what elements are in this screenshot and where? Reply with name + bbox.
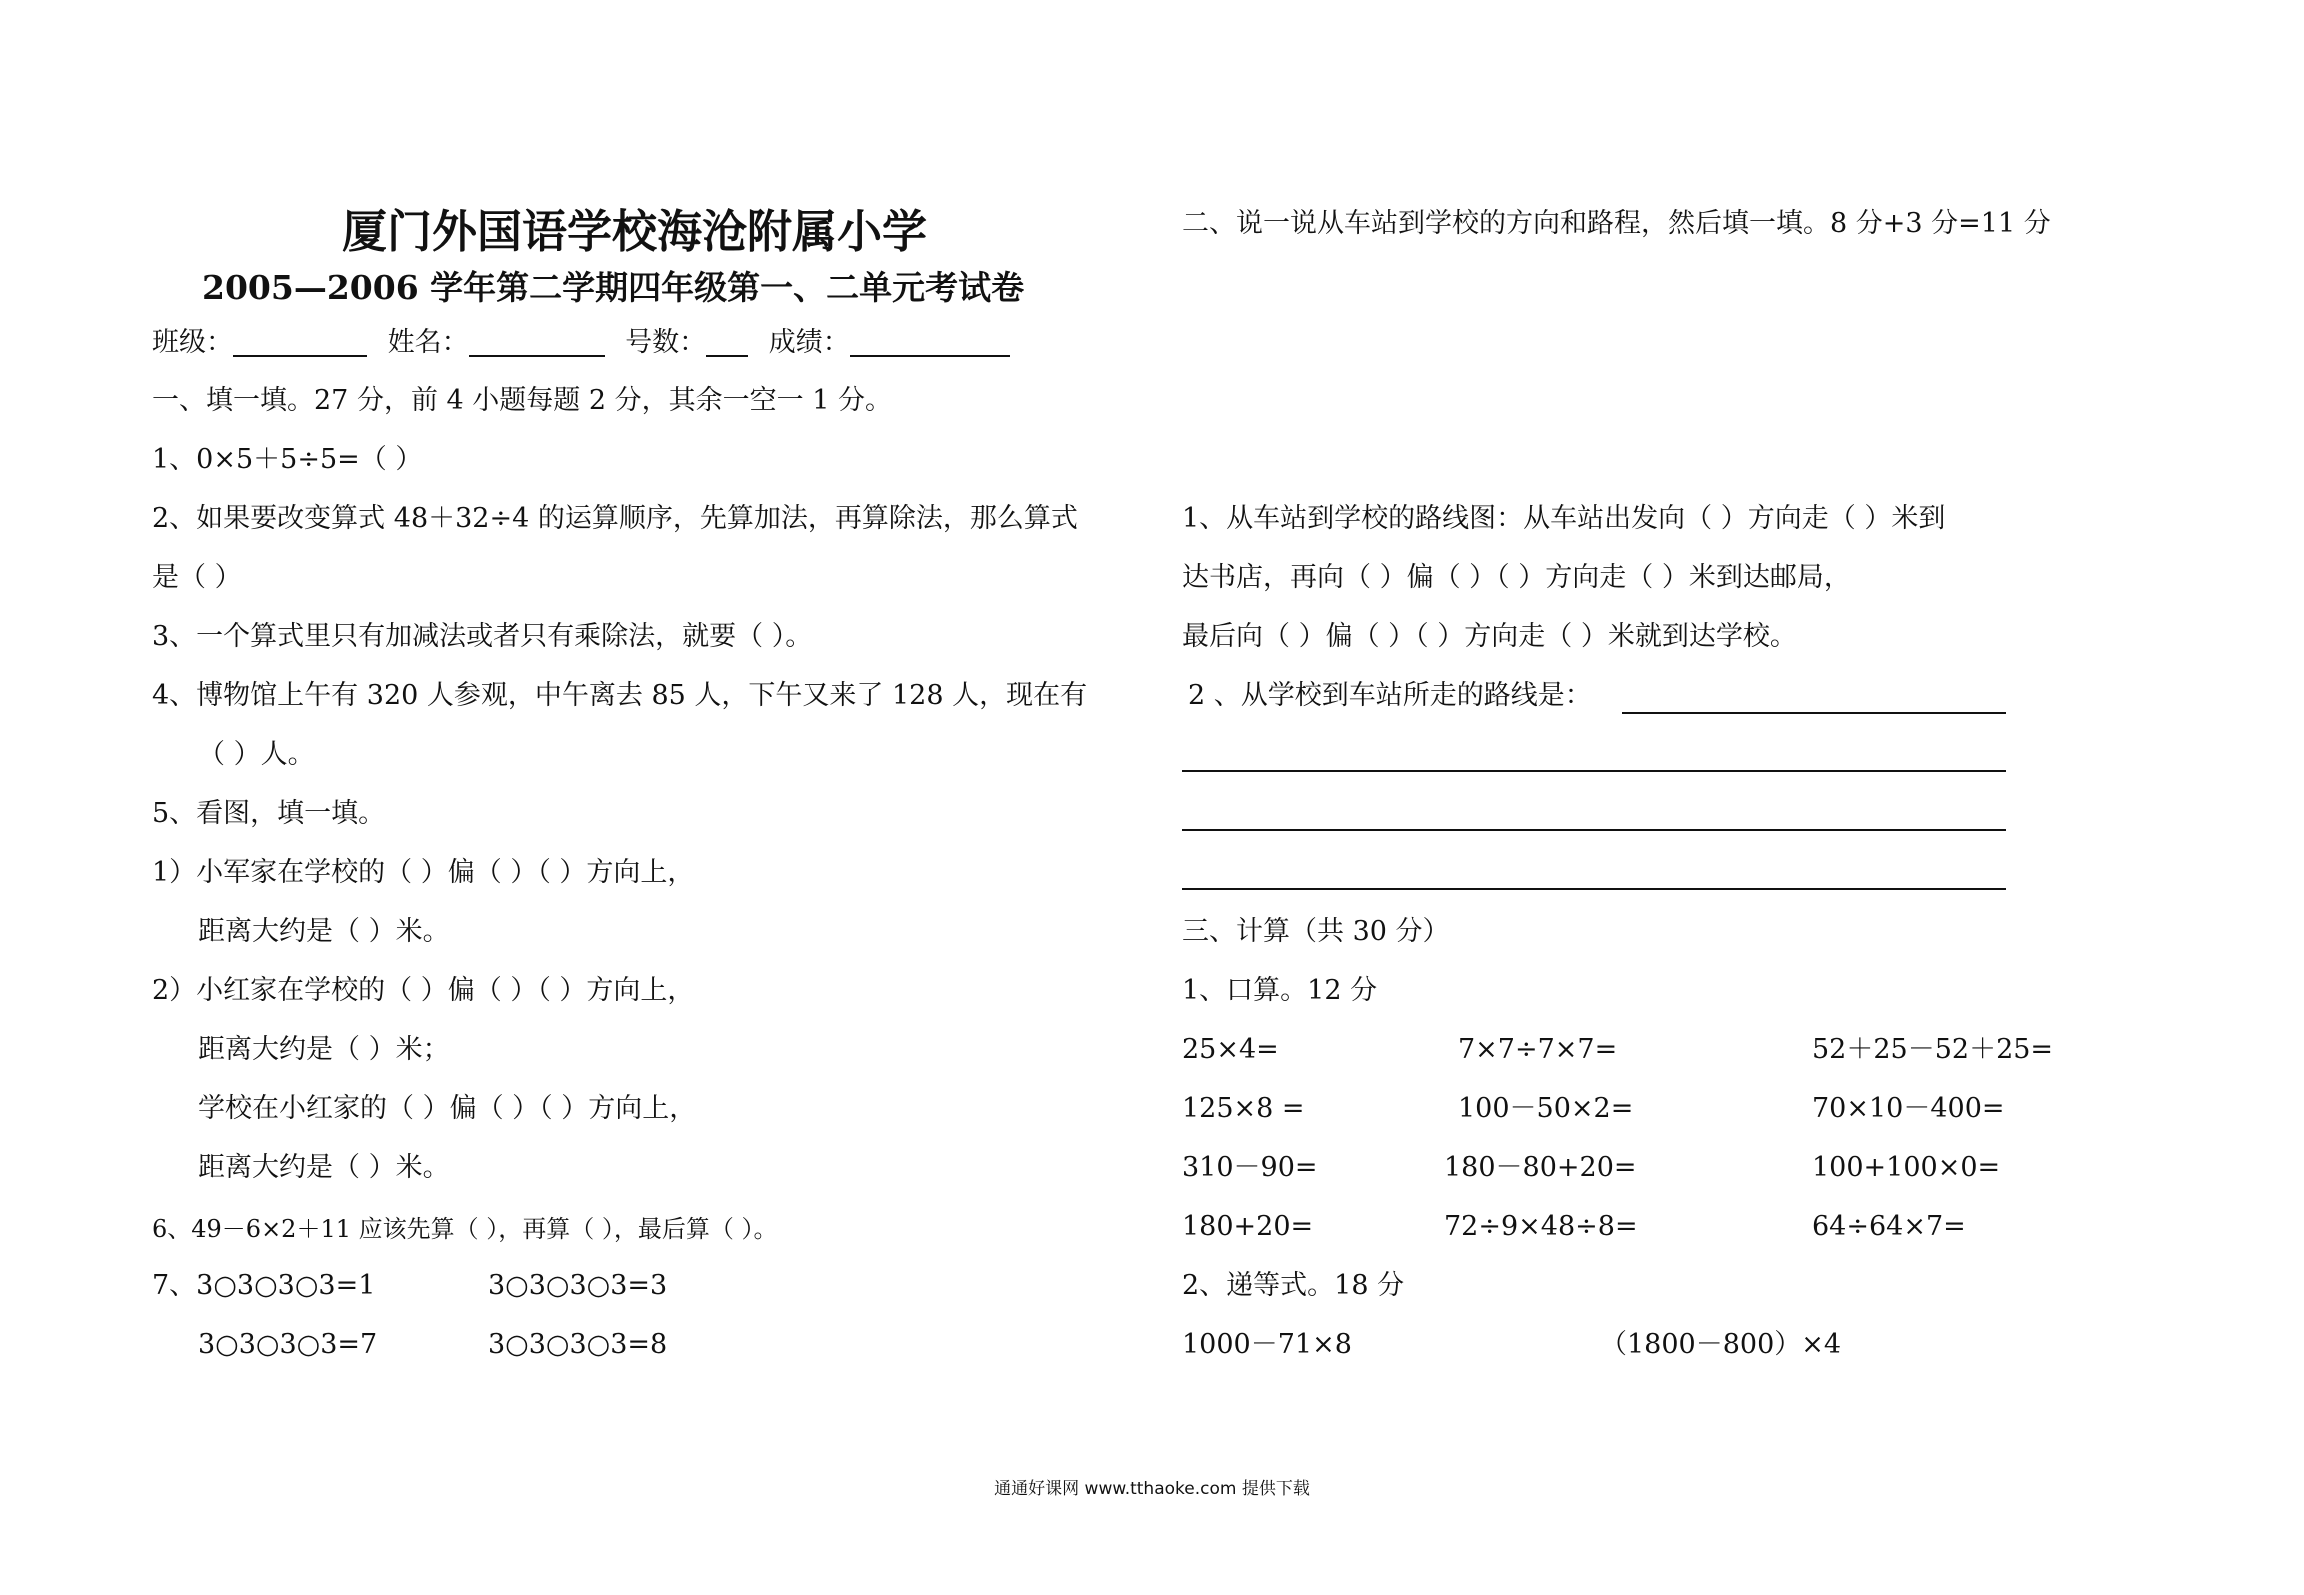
return-route-label: 2 、从学校到车站所走的路线是： bbox=[1188, 680, 1592, 711]
question-5-1-line2: 距离大约是（ ）米。 bbox=[198, 916, 450, 947]
question-7-a2: 3○3○3○3=3 bbox=[488, 1270, 668, 1301]
answer-line-3[interactable] bbox=[1182, 829, 2006, 831]
question-6: 6、49－6×2＋11 应该先算（ ），再算（ ），最后算（ ）。 bbox=[152, 1215, 778, 1243]
recursive-expression-2: （1800－800）×4 bbox=[1600, 1329, 1842, 1360]
calc-cell: 100－50×2= bbox=[1458, 1093, 1634, 1124]
question-5-2-line3: 学校在小红家的（ ）偏（ ）（ ）方向上， bbox=[198, 1093, 697, 1124]
recursive-expression-1: 1000－71×8 bbox=[1182, 1329, 1352, 1360]
name-label: 姓名： bbox=[387, 327, 469, 358]
oral-calc-heading: 1、口算。12 分 bbox=[1182, 975, 1378, 1006]
answer-line-2[interactable] bbox=[1182, 770, 2006, 772]
section1-heading: 一、填一填。27 分，前 4 小题每题 2 分，其余一空一 1 分。 bbox=[152, 385, 892, 416]
question-7-b2: 3○3○3○3=8 bbox=[488, 1329, 668, 1360]
question-5: 5、看图，填一填。 bbox=[152, 798, 386, 829]
calc-cell: 180－80+20= bbox=[1444, 1152, 1637, 1183]
route-line2: 达书店，再向（ ）偏（ ）（ ）方向走（ ）米到达邮局， bbox=[1182, 562, 1851, 593]
question-4-line1: 4、博物馆上午有 320 人参观，中午离去 85 人，下午又来了 128 人，现在有 bbox=[152, 680, 1088, 711]
class-blank[interactable] bbox=[233, 325, 367, 357]
calc-cell: 7×7÷7×7= bbox=[1458, 1034, 1618, 1065]
calc-cell: 180+20= bbox=[1182, 1211, 1314, 1242]
score-label: 成绩： bbox=[768, 327, 850, 358]
calc-cell: 72÷9×48÷8= bbox=[1444, 1211, 1638, 1242]
question-2-line1: 2、如果要改变算式 48＋32÷4 的运算顺序，先算加法，再算除法，那么算式 bbox=[152, 503, 1078, 534]
question-3: 3、一个算式里只有加减法或者只有乘除法，就要（ ）。 bbox=[152, 621, 813, 652]
class-label: 班级： bbox=[152, 327, 233, 358]
question-2-line2: 是（ ） bbox=[152, 562, 242, 593]
number-blank[interactable] bbox=[706, 325, 748, 357]
question-5-2-line1: 2）小红家在学校的（ ）偏（ ）（ ）方向上， bbox=[152, 975, 695, 1006]
question-1: 1、0×5＋5÷5=（ ） bbox=[152, 444, 423, 475]
number-label: 号数： bbox=[625, 327, 707, 358]
student-info-row bbox=[152, 325, 1010, 360]
calc-cell: 310－90= bbox=[1182, 1152, 1318, 1183]
question-4-line2: （ ）人。 bbox=[198, 739, 315, 770]
exam-subtitle: 2005—2006 学年第二学期四年级第一、二单元考试卷 bbox=[202, 268, 1025, 307]
answer-line-4[interactable] bbox=[1182, 888, 2006, 890]
answer-line-1[interactable] bbox=[1622, 712, 2006, 714]
recursive-heading: 2、递等式。18 分 bbox=[1182, 1270, 1405, 1301]
footer-credit: 通通好课网 www.tthaoke.com 提供下载 bbox=[994, 1479, 1310, 1499]
name-blank[interactable] bbox=[469, 325, 605, 357]
section3-heading: 三、计算（共 30 分） bbox=[1182, 916, 1450, 947]
calc-cell: 100+100×0= bbox=[1812, 1152, 2001, 1183]
question-7-b1: 3○3○3○3=7 bbox=[198, 1329, 378, 1360]
calc-cell: 70×10－400= bbox=[1812, 1093, 2005, 1124]
question-5-2-line2: 距离大约是（ ）米； bbox=[198, 1034, 450, 1065]
route-line1: 1、从车站到学校的路线图：从车站出发向（ ）方向走（ ）米到 bbox=[1182, 503, 1946, 534]
route-line3: 最后向（ ）偏（ ）（ ）方向走（ ）米就到达学校。 bbox=[1182, 621, 1797, 652]
calc-cell: 125×8 = bbox=[1182, 1093, 1305, 1124]
score-blank[interactable] bbox=[850, 325, 1010, 357]
calc-cell: 52＋25－52＋25= bbox=[1812, 1034, 2054, 1065]
calc-cell: 64÷64×7= bbox=[1812, 1211, 1966, 1242]
question-5-1-line1: 1）小军家在学校的（ ）偏（ ）（ ）方向上， bbox=[152, 857, 695, 888]
calc-cell: 25×4= bbox=[1182, 1034, 1279, 1065]
section2-heading: 二、说一说从车站到学校的方向和路程，然后填一填。8 分+3 分=11 分 bbox=[1182, 208, 2051, 239]
question-5-2-line4: 距离大约是（ ）米。 bbox=[198, 1152, 450, 1183]
question-7-a1: 7、3○3○3○3=1 bbox=[152, 1270, 376, 1301]
school-title: 厦门外国语学校海沧附属小学 bbox=[342, 205, 928, 258]
